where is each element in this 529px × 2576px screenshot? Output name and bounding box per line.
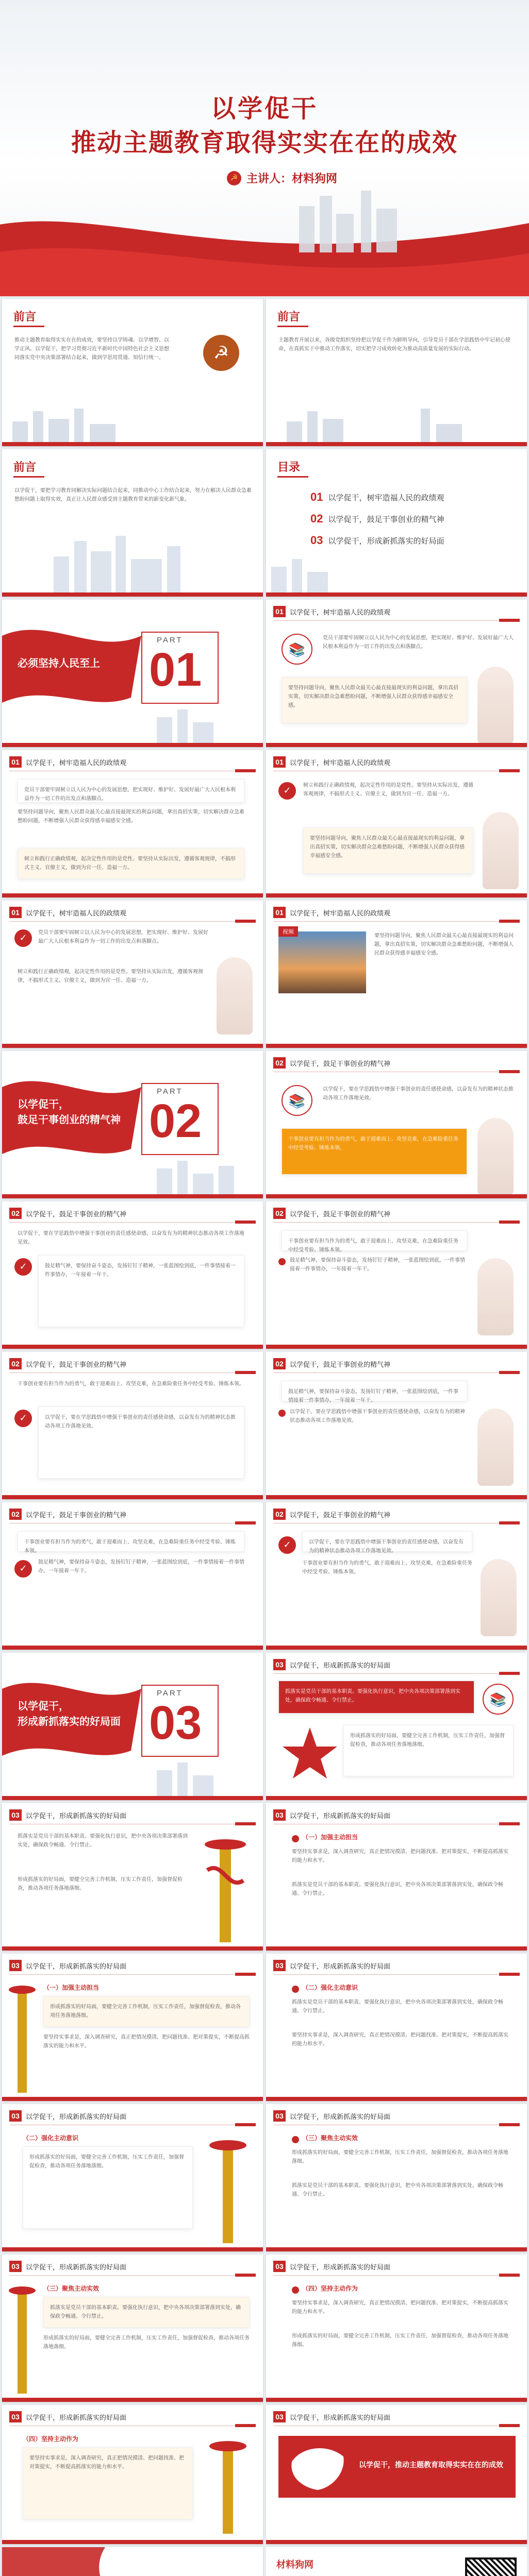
end-slide (2, 2547, 263, 2576)
part-03-slide (2, 1653, 263, 1800)
slide-paragraph: 抓落实是党员干部的基本职责。要强化执行意识，把中央各项决策部署落到实处，确保政令畅通、令行禁止。 (292, 1882, 503, 1896)
heading-underline (277, 326, 308, 327)
section-header (9, 1358, 126, 1369)
heading-underline (13, 476, 44, 478)
section-header (9, 1509, 126, 1520)
footer-bar (2, 1495, 263, 1499)
heading-underline (277, 476, 308, 478)
check-icon: ✓ (14, 929, 32, 947)
content-slide (2, 1803, 263, 1951)
bullet-dot (292, 2136, 299, 2143)
check-icon: ✓ (14, 1560, 32, 1578)
content-slide (2, 1201, 263, 1349)
section-header (273, 756, 390, 768)
text-card (23, 2146, 193, 2229)
content-slide (266, 1502, 527, 1650)
huabiao-pillar-icon (202, 2431, 254, 2534)
hand-decoration (477, 1118, 514, 1195)
card-text: 要坚持实事求是，深入调查研究，真正把情况摸清、把问题找准、把对策提实，不断提高抓落实的能力和水平。 (29, 2455, 184, 2470)
header-rule (273, 1673, 520, 1674)
footer-bar (2, 1646, 263, 1650)
quote-card (282, 1128, 467, 1175)
section-header (9, 1809, 126, 1821)
content-slide (266, 1201, 527, 1349)
city-skyline-decoration (266, 556, 527, 592)
section-header (9, 2411, 126, 2422)
footer-bar (2, 2247, 263, 2251)
footer-bar (266, 1194, 527, 1198)
section-header (9, 2261, 126, 2272)
text-card (18, 848, 244, 879)
card-text: 干事创业要有担当作为的勇气，敢于迎难而上、攻坚克难，在急难险重任务中经受考验、锤炼本领。 (24, 1539, 236, 1554)
footer-bar (266, 1495, 527, 1499)
highlight-card (278, 1681, 474, 1714)
part-01-slide (2, 600, 263, 747)
books-icon: 📚 (282, 1085, 312, 1116)
slide-paragraph: 要坚持实事求是，深入调查研究，真正把情况摸清、把问题找准、把对策提实，不断提高抓落实的能力和水平。 (292, 2032, 508, 2047)
party-emblem-icon: ☭ (227, 171, 241, 185)
part-title-line-2: 形成新抓落实的好局面 (18, 1716, 121, 1727)
slide-paragraph: 树立和践行正确政绩观，起决定性作用的是党性。要坚持从实际出发，遵循客观规律，不搞形式主义、官僚主义，做到为官一任、造福一方。 (18, 969, 203, 984)
star-icon (282, 1725, 338, 1782)
section-number: 02 (273, 1358, 286, 1369)
slide-paragraph: 要坚持问题导向，聚焦人民群众最关心最直接最现实的利益问题，拿出真招实策，切实解决群众急难愁盼问题，不断增强人民群众获得感幸福感安全感。 (374, 933, 514, 956)
section-header (273, 1208, 390, 1219)
red-ribbon-decoration (0, 185, 529, 296)
toc-item[interactable] (310, 534, 444, 547)
footer-bar (266, 592, 527, 597)
slide-paragraph: 要坚持实事求是，深入调查研究，真正把情况摸清、把问题找准、把对策提实，不断提高抓落实的能力和水平。 (292, 1849, 508, 1863)
toc-label: 以学促干，形成新抓落实的好局面 (328, 536, 444, 546)
china-map-icon (287, 2441, 349, 2493)
intro-paragraph: 以学促干，要把学习教育同解决实际问题结合起来，同推动中心工作结合起来，努力在解决人民群众急难愁盼问题上取得实效，真正让人民群众感受到主题教育带来的新变化新气象。 (14, 488, 252, 502)
content-slide (2, 750, 263, 897)
text-card (43, 2297, 250, 2328)
content-slide (266, 1653, 527, 1800)
section-number: 01 (273, 606, 286, 617)
intro-heading: 前言 (13, 310, 37, 323)
section-number: 03 (9, 2411, 22, 2422)
part-02-slide (2, 1051, 263, 1198)
text-card (302, 1531, 472, 1552)
part-title: 必须坚持人民至上 (18, 658, 100, 669)
quote-card (282, 677, 467, 723)
slide-paragraph: 要坚持问题导向，聚焦人民群众最关心最直接最现实的利益问题，拿出真招实策，切实解决群众急难愁盼问题，不断增强人民群众获得感幸福感安全感。 (18, 809, 244, 824)
section-title: 以学促干，形成新抓落实的好局面 (26, 2413, 127, 2421)
text-card (38, 1406, 244, 1479)
promo-title: 材料狗网 (276, 2560, 313, 2570)
content-slide (266, 1051, 527, 1198)
intro-slide-2 (266, 299, 527, 446)
content-slide (266, 600, 527, 747)
section-number: 01 (273, 756, 286, 768)
header-rule (273, 1222, 520, 1223)
content-slide (266, 1352, 527, 1499)
slide-paragraph: 要坚持实事求是，深入调查研究，真正把情况摸清、把问题找准、把对策提实，不断提高抓落实的能力和水平。 (292, 2300, 508, 2315)
section-number: 02 (9, 1358, 22, 1369)
card-text: 抓落实是党员干部的基本职责。要强化执行意识，把中央各项决策部署落到实处，确保政令畅通、令行禁止。 (285, 1689, 460, 1703)
section-header (273, 1960, 390, 1971)
hand-decoration (483, 812, 519, 889)
intro-paragraph: 主题教育开展以来，各级党组织坚持把以学促干作为鲜明导向，引导党员干部在学思践悟中牢记初心使命，在真抓实干中推动工作落实，切实把学习成效转化为推动高质量发展的实际行动。 (278, 337, 510, 352)
part-number: 02 (149, 1095, 202, 1147)
card-text: 鼓足精气神，要保持奋斗姿态，发扬钉钉子精神，一张蓝图绘到底，一件事情接着一件事情办，一年接着一年干。 (45, 1263, 236, 1278)
footer-bar (2, 2540, 263, 2544)
card-text: 形成抓落实的好局面，要健全完善工作机制，压实工作责任，加强督促检查，推动各项任务落地落细。 (350, 1733, 505, 1748)
card-text: 树立和践行正确政绩观，起决定性作用的是党性。要坚持从实际出发，遵循客观规律，不搞形式主义、官僚主义，做到为官一任、造福一方。 (24, 856, 236, 871)
title-line-1: 以学促干 (210, 95, 318, 123)
section-number: 03 (273, 1960, 286, 1971)
footer-bar (2, 1946, 263, 1951)
intro-heading: 前言 (277, 310, 301, 323)
slide-paragraph: 鼓足精气神，要保持奋斗姿态，发扬钉钉子精神，一张蓝图绘到底，一件事情接着一件事情办，一年接着一年干。 (38, 1560, 244, 1574)
toc-item[interactable] (310, 490, 444, 504)
toc-number: 03 (310, 534, 323, 547)
section-header (273, 1809, 390, 1821)
part-title-line-1: 以学促干， (18, 1099, 69, 1110)
section-title: 以学促干，形成新抓落实的好局面 (290, 2263, 391, 2271)
toc-item[interactable] (310, 512, 444, 526)
section-title: 以学促干，鼓足干事创业的精气神 (26, 1511, 127, 1519)
footer-bar (266, 1646, 527, 1650)
slide-paragraph: 要坚持实事求是，深入调查研究，真正把情况摸清、把问题找准、把对策提实，不断提高抓落实的能力和水平。 (43, 2035, 250, 2049)
landscape-photo (278, 931, 366, 993)
subheading: （三）聚焦主动实效 (43, 2285, 100, 2292)
section-number: 03 (9, 1809, 22, 1821)
footer-bar (266, 1044, 527, 1048)
section-title: 以学促干，鼓足干事创业的精气神 (290, 1360, 391, 1368)
banner-quote: 以学促干，推动主题教育取得实实在在的成效 (359, 2461, 503, 2469)
check-icon: ✓ (14, 1410, 32, 1427)
footer-bar (2, 1345, 263, 1349)
content-slide (2, 901, 263, 1048)
section-title: 以学促干，形成新抓落实的好局面 (290, 2413, 391, 2421)
slide-paragraph: 抓落实是党员干部的基本职责。要强化执行意识，把中央各项决策部署落到实处，确保政令畅通、令行禁止。 (292, 1999, 503, 2014)
slide-paragraph: 形成抓落实的好局面，要健全完善工作机制，压实工作责任，加强督促检查，推动各项任务落地落细。 (18, 1877, 183, 1891)
section-header (273, 1659, 390, 1670)
section-title: 以学促干，鼓足干事创业的精气神 (26, 1210, 127, 1218)
section-header (9, 1960, 126, 1971)
header-rule (9, 2275, 256, 2276)
bullet-dot (278, 1258, 286, 1265)
text-card (343, 1725, 514, 1776)
content-slide (266, 750, 527, 897)
section-title: 以学促干，鼓足干事创业的精气神 (290, 1059, 391, 1067)
section-title: 以学促干，形成新抓落实的好局面 (26, 2112, 127, 2121)
huabiao-pillar-icon (202, 2130, 254, 2243)
bullet-dot (292, 1835, 299, 1842)
part-number: 01 (149, 643, 202, 696)
footer-bar (2, 743, 263, 747)
section-header (9, 756, 126, 768)
toc-number: 02 (310, 512, 323, 525)
heading-underline (13, 326, 44, 327)
header-rule (273, 1974, 520, 1975)
section-title: 以学促干，形成新抓落实的好局面 (26, 1962, 127, 1970)
section-number: 03 (273, 1809, 286, 1821)
city-skyline-decoration (2, 1158, 263, 1194)
check-icon: ✓ (14, 1258, 32, 1276)
section-number: 03 (9, 2110, 22, 2122)
bullet-dot (292, 2286, 299, 2294)
section-title: 以学促干，形成新抓落实的好局面 (290, 1661, 391, 1669)
header-rule (273, 921, 520, 922)
city-skyline-decoration (2, 1760, 263, 1796)
card-text: 形成抓落实的好局面，要健全完善工作机制，压实工作责任，加强督促检查，推动各项任务落地落细。 (29, 2155, 184, 2169)
slide-paragraph: 党员干部要牢固树立以人民为中心的发展思想，把实现好、维护好、发展好最广大人民根本利益作为一切工作的出发点和落脚点。 (323, 635, 514, 650)
section-title: 以学促干，形成新抓落实的好局面 (290, 1811, 391, 1820)
section-number: 03 (273, 2411, 286, 2422)
content-slide (2, 2104, 263, 2251)
footer-bar (266, 2540, 527, 2544)
footer-bar (2, 592, 263, 597)
toc-label: 以学促干，鼓足干事创业的精气神 (328, 515, 444, 524)
books-icon: 📚 (483, 1684, 514, 1715)
section-title: 以学促干，树牢造福人民的政绩观 (290, 608, 391, 616)
footer-bar (2, 2398, 263, 2402)
qr-code-icon[interactable] (465, 2557, 517, 2576)
card-text: 以学促干，要在学思践悟中增强干事创业的责任感使命感，以奋发有为的精神状态推动各项工作落地见效。 (309, 1539, 464, 1554)
section-number: 03 (9, 1960, 22, 1971)
section-header (273, 2110, 390, 2122)
section-header (273, 1057, 390, 1069)
card-text: 抓落实是党员干部的基本职责。要强化执行意识，把中央各项决策部署落到实处，确保政令畅通、令行禁止。 (50, 2305, 241, 2319)
toc-slide (266, 449, 527, 597)
section-number: 01 (9, 756, 22, 768)
footer-bar (266, 893, 527, 897)
footer-bar (2, 1796, 263, 1800)
part-title-line-2: 鼓足干事创业的精气神 (18, 1114, 121, 1126)
text-card (18, 1531, 244, 1552)
card-text: 以学促干，要在学思践悟中增强干事创业的责任感使命感，以奋发有为的精神状态推动各项工作落地见效。 (45, 1415, 236, 1429)
footer-bar (2, 893, 263, 897)
section-title: 以学促干，鼓足干事创业的精气神 (290, 1210, 391, 1218)
subheading: （二）强化主动意识 (302, 1984, 358, 1991)
section-header (273, 2411, 390, 2422)
promo-panel (266, 2547, 527, 2576)
photo-label: 视频 (278, 926, 298, 937)
huabiao-pillar-icon (7, 1979, 38, 2093)
part-label: PART (157, 1689, 183, 1698)
slide-paragraph: 抓落实是党员干部的基本职责。要强化执行意识，把中央各项决策部署落到实处，确保政令畅通、令行禁止。 (18, 1834, 188, 1848)
slide-paragraph: 党员干部要牢固树立以人民为中心的发展思想，把实现好、维护好、发展好最广大人民根本利益作为一切工作的出发点和落脚点。 (38, 930, 208, 944)
books-icon: 📚 (282, 634, 312, 665)
slide-paragraph: 形成抓落实的好局面，要健全完善工作机制，压实工作责任，加强督促检查，推动各项任务落地落细。 (292, 2150, 508, 2164)
speaker-label: 主讲人：材料狗网 (246, 172, 338, 185)
slide-paragraph: 树立和践行正确政绩观，起决定性作用的是党性。要坚持从实际出发，遵循客观规律，不搞形式主义、官僚主义，做到为官一任、造福一方。 (303, 783, 473, 797)
city-skyline-decoration (2, 536, 263, 592)
section-title: 以学促干，形成新抓落实的好局面 (26, 1811, 127, 1820)
quote-text: 要坚持问题导向，聚焦人民群众最关心最直接最现实的利益问题，拿出真招实策，切实解决群众急难愁盼问题，不断增强人民群众获得感幸福感安全感。 (288, 685, 458, 708)
intro-slide-3 (2, 449, 263, 597)
section-header (9, 2110, 126, 2122)
slide-paragraph: 鼓足精气神，要保持奋斗姿态，发扬钉钉子精神，一张蓝图绘到底，一件事情接着一件事情办，一年接着一年干。 (290, 1258, 465, 1272)
content-slide (266, 1803, 527, 1951)
slide-paragraph: 形成抓落实的好局面，要健全完善工作机制，压实工作责任，加强督促检查，推动各项任务落地落细。 (292, 2333, 508, 2348)
content-slide (2, 2255, 263, 2402)
hand-decoration (481, 1559, 517, 1636)
intro-slide-1 (2, 299, 263, 446)
content-slide (266, 901, 527, 1048)
check-icon: ✓ (278, 782, 296, 800)
title-slide (0, 0, 529, 296)
subheading: （三）聚焦主动实效 (302, 2134, 358, 2142)
intro-heading: 前言 (13, 461, 37, 473)
section-title: 以学促干，树牢造福人民的政绩观 (26, 909, 127, 917)
city-skyline-decoration (266, 406, 527, 442)
header-rule (273, 2275, 520, 2276)
section-header (273, 606, 390, 617)
huabiao-pillar-icon (197, 1829, 254, 1942)
section-header (273, 907, 390, 918)
slide-paragraph: 抓落实是党员干部的基本职责。要强化执行意识，把中央各项决策部署落到实处，确保政令畅通、令行禁止。 (292, 2183, 503, 2197)
card-text: 形成抓落实的好局面，要健全完善工作机制，压实工作责任，加强督促检查，推动各项任务落地落细。 (50, 2004, 241, 2019)
subheading: （二）强化主动意识 (23, 2134, 79, 2142)
section-number: 03 (273, 2261, 286, 2272)
section-number: 02 (9, 1509, 22, 1520)
section-title: 以学促干，鼓足干事创业的精气神 (290, 1511, 391, 1519)
content-slide (2, 1954, 263, 2101)
section-number: 03 (9, 2261, 22, 2272)
text-card (38, 1255, 244, 1327)
text-card (23, 2447, 193, 2519)
section-header (273, 2261, 390, 2272)
section-title: 以学促干，形成新抓落实的好局面 (290, 2112, 391, 2121)
slide-paragraph: 形成抓落实的好局面，要健全完善工作机制，压实工作责任，加强督促检查，推动各项任务落地落细。 (43, 2335, 250, 2350)
card-text: 要坚持问题导向，聚焦人民群众最关心最直接最现实的利益问题，拿出真招实策，切实解决群众急难愁盼问题，不断增强人民群众获得感幸福感安全感。 (310, 836, 465, 859)
section-title: 以学促干，形成新抓落实的好局面 (290, 1962, 391, 1970)
section-title: 以学促干，树牢造福人民的政绩观 (26, 758, 127, 767)
section-number: 02 (273, 1057, 286, 1069)
section-header (273, 1358, 390, 1369)
speaker-row (227, 170, 337, 186)
content-slide (266, 2104, 527, 2251)
section-number: 01 (273, 907, 286, 918)
hand-decoration (477, 1258, 514, 1335)
footer-bar (266, 442, 527, 446)
city-skyline-decoration (2, 406, 263, 442)
slide-paragraph: 干事创业要有担当作为的勇气，敢于迎难而上、攻坚克难，在急难险重任务中经受考验、锤炼本领。 (302, 1561, 472, 1575)
hand-decoration (217, 957, 253, 1035)
text-card (282, 1381, 467, 1401)
red-ribbon-decoration (2, 2547, 263, 2576)
header-rule (9, 1222, 256, 1223)
city-skyline-decoration (2, 707, 263, 743)
quote-text: 干事创业要有担当作为的勇气，敢于迎难而上、攻坚克难，在急难险重任务中经受考验、锤炼本领。 (288, 1137, 458, 1151)
content-slide (266, 2405, 527, 2544)
subheading: （一）加强主动担当 (302, 1834, 358, 1841)
subheading: （四）坚持主动作为 (302, 2285, 358, 2292)
header-rule (9, 1974, 256, 1975)
slide-paragraph: 干事创业要有担当作为的勇气，敢于迎难而上、攻坚克难，在急难险重任务中经受考验、锤炼本领。 (18, 1381, 244, 1387)
intro-paragraph: 推动主题教育取得实实在在的成效，要坚持以学铸魂、以学增智、以学正风、以学促干，把学习贯彻习近平新时代中国特色社会主义思想同落实党中央决策部署结合起来，做到学思用贯通、知信行统一。 (14, 337, 169, 361)
section-number: 03 (273, 2110, 286, 2122)
slide-paragraph: 以学促干，要在学思践悟中增强干事创业的责任感使命感，以奋发有为的精神状态推动各项工作落地见效。 (323, 1087, 514, 1101)
content-slide (266, 1954, 527, 2101)
part-label: PART (157, 1087, 183, 1096)
text-card (18, 779, 244, 803)
footer-bar (266, 1796, 527, 1800)
header-rule (9, 921, 256, 922)
footer-bar (266, 1946, 527, 1951)
header-rule (273, 1372, 520, 1373)
footer-bar (266, 1345, 527, 1349)
slide-paragraph: 以学促干，要在学思践悟中增强干事创业的责任感使命感，以奋发有为的精神状态推动各项工作落地见效。 (18, 1231, 244, 1245)
footer-bar (2, 1194, 263, 1198)
footer-bar (2, 1044, 263, 1048)
hand-decoration (477, 1409, 514, 1486)
toc-number: 01 (310, 490, 323, 503)
header-rule (9, 1372, 256, 1373)
section-title: 以学促干，形成新抓落实的好局面 (26, 2263, 127, 2271)
section-header (9, 1208, 126, 1219)
text-card (282, 1230, 467, 1251)
text-card (43, 1996, 250, 2027)
card-text: 鼓足精气神，要保持奋斗姿态，发扬钉钉子精神，一张蓝图绘到底，一件事情接着一件事情办，一年接着一年干。 (288, 1389, 458, 1403)
party-emblem-icon: ☭ (203, 335, 239, 371)
section-title: 以学促干，树牢造福人民的政绩观 (290, 909, 391, 917)
card-text: 党员干部要牢固树立以人民为中心的发展思想，把实现好、维护好、发展好最广大人民根本利益作为一切工作的出发点和落脚点。 (24, 787, 236, 802)
text-card (303, 827, 473, 874)
hand-decoration (477, 667, 514, 744)
footer-bar (266, 2097, 527, 2101)
footer-bar (266, 743, 527, 747)
huabiao-pillar-icon (7, 2280, 38, 2394)
section-number: 03 (273, 1659, 286, 1670)
section-title: 以学促干，树牢造福人民的政绩观 (290, 758, 391, 767)
section-header (273, 1509, 390, 1520)
section-number: 02 (9, 1208, 22, 1219)
check-icon: ✓ (278, 1536, 296, 1554)
bullet-dot (292, 1986, 299, 1993)
content-slide (2, 2405, 263, 2544)
footer-bar (266, 2247, 527, 2251)
subheading: （四）坚持主动作为 (23, 2435, 79, 2443)
bullet-dot (278, 1410, 286, 1417)
section-title: 以学促干，鼓足干事创业的精气神 (26, 1360, 127, 1368)
title-line-2: 推动主题教育取得实实在在的成效 (71, 129, 458, 157)
content-slide (266, 2255, 527, 2402)
part-label: PART (157, 636, 183, 645)
subheading: （一）加强主动担当 (43, 1984, 100, 1991)
header-rule (273, 620, 520, 621)
part-title-line-1: 以学促干， (18, 1701, 69, 1712)
slide-paragraph: 以学促干，要在学思践悟中增强干事创业的责任感使命感，以奋发有为的精神状态推动各项工作落地见效。 (290, 1409, 465, 1423)
card-text: 干事创业要有担当作为的勇气，敢于迎难而上、攻坚克难，在急难险重任务中经受考验、锤炼本领。 (288, 1239, 458, 1253)
part-number: 03 (149, 1697, 202, 1749)
footer-bar (266, 2398, 527, 2402)
content-slide (2, 1502, 263, 1650)
footer-bar (2, 2097, 263, 2101)
section-number: 02 (273, 1509, 286, 1520)
footer-bar (2, 442, 263, 446)
section-number: 02 (273, 1208, 286, 1219)
toc-label: 以学促干，树牢造福人民的政绩观 (328, 493, 444, 502)
section-header (9, 907, 126, 918)
section-number: 01 (9, 907, 22, 918)
content-slide (2, 1352, 263, 1499)
toc-heading: 目录 (277, 461, 301, 473)
